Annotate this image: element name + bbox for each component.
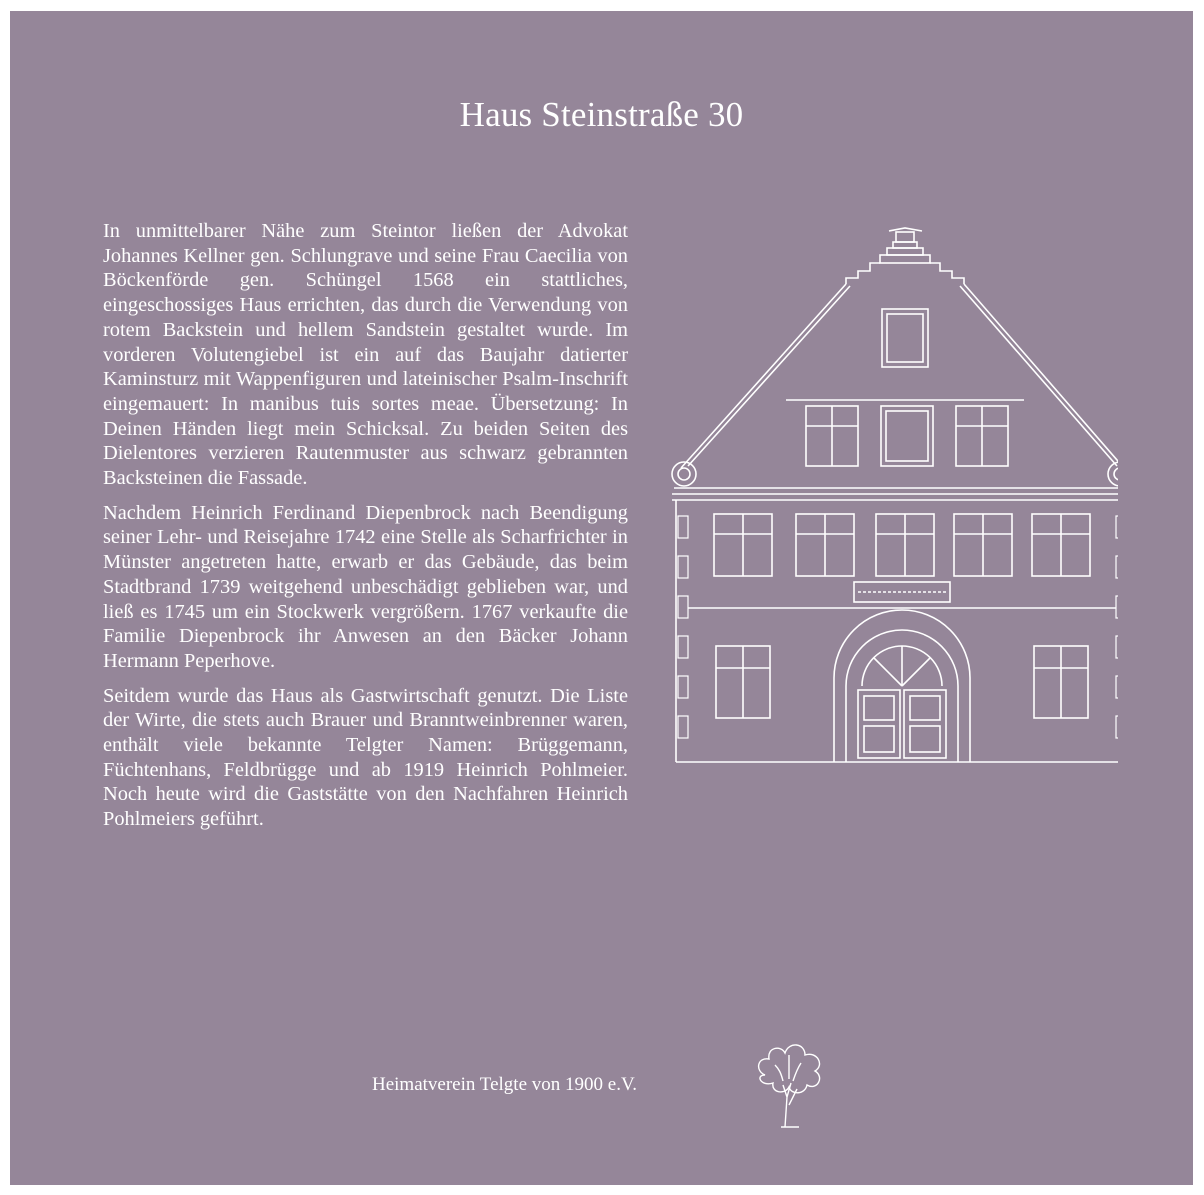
- body-text: [103, 219, 1108, 842]
- tree-logo-icon: [745, 1035, 835, 1133]
- house-facade-drawing: [646, 216, 1118, 798]
- footer-organization: Heimatverein Telgte von 1900 e.V.: [372, 1074, 637, 1095]
- paragraph-1: In unmittelbarer Nähe zum Steintor ließen der Advokat Johannes Kellner gen. Schlungrave und seine Frau Caecilia von Böckenförde gen. Schüngel 1568 ein stattliches, eingeschossiges Haus errichten, das durch die Verwendung von rotem Backstein und hellem Sandstein gestaltet wurde. Im vorderen Volutengiebel ist ein auf das Baujahr datierter Kaminsturz mit Wappenfiguren und lateinischer Psalm-Inschrift eingemauert: In manibus tuis sortes meae. Übersetzung: In Deinen Händen liegt mein Schicksal. Zu beiden Seiten des Dielentores verzieren Rautenmuster aus schwarz gebrannten Backsteinen die Fassade.: [103, 220, 628, 490]
- paragraph-3: Seitdem wurde das Haus als Gastwirtschaft genutzt. Die Liste der Wirte, die stets auch Brauer und Branntweinbrenner waren, enthält viele bekannte Telgter Namen: Brüggemann, Füchtenhans, Feldbrügge und ab 1919 Heinrich Pohlmeier. Noch heute wird die Gaststätte von den Nachfahren Heinrich Pohlmeiers geführt.: [103, 684, 628, 831]
- paragraph-2: Nachdem Heinrich Ferdinand Diepenbrock nach Beendigung seiner Lehr- und Reisejahre 1742 eine Stelle als Scharfrichter in Münster angetreten hatte, erwarb er das Gebäude, das beim Stadtbrand 1739 weitgehend unbeschädigt geblieben war, und ließ es 1745 um ein Stockwerk vergrößern. 1767 verkaufte die Familie Diepenbrock ihr Anwesen an den Bäcker Johann Hermann Peperhove.: [103, 501, 628, 672]
- plaque: [10, 11, 1193, 1185]
- plaque-title: Haus Steinstraße 30: [459, 95, 744, 134]
